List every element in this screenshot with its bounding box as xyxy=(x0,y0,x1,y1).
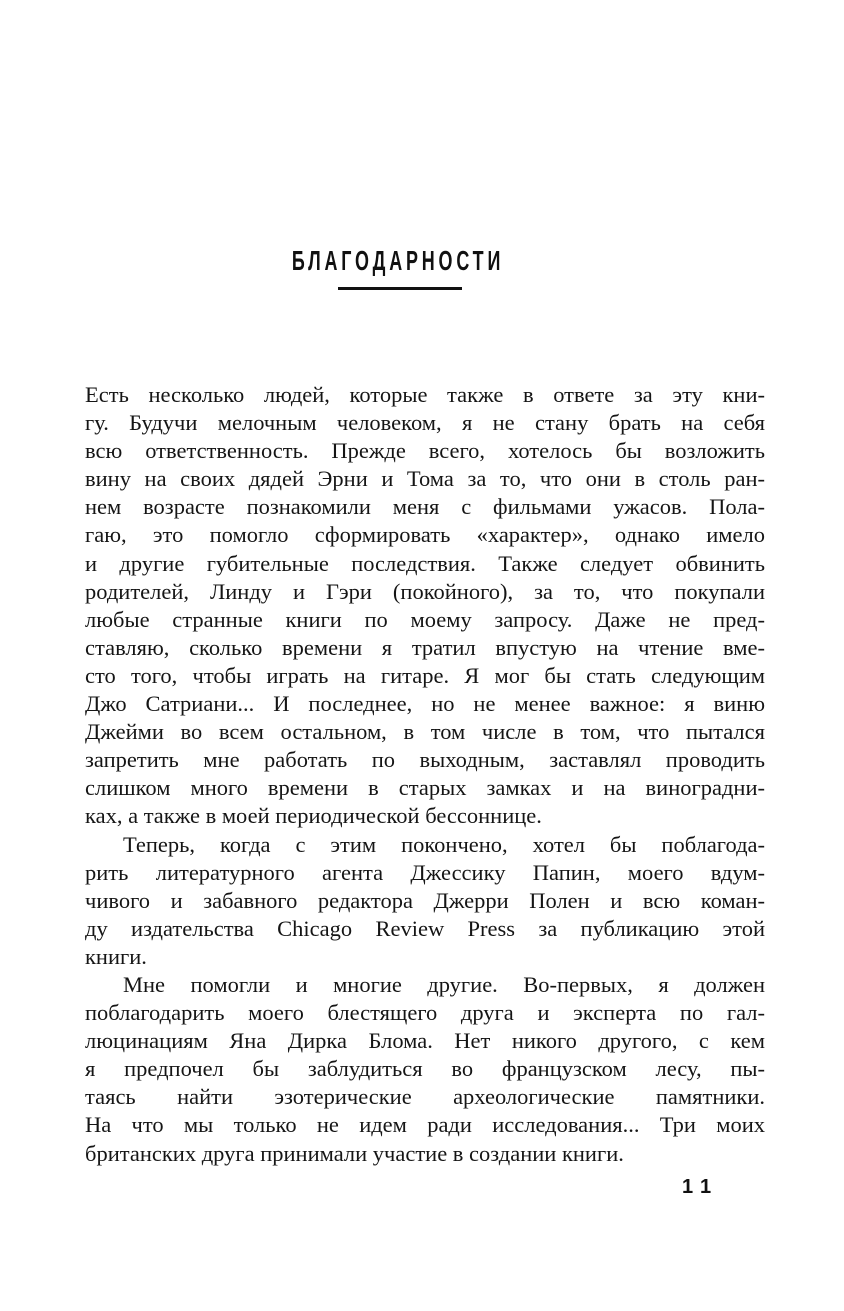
heading-divider-rule xyxy=(338,287,462,290)
text-line: Теперь, когда с этим покончено, хотел бы поблагода- xyxy=(123,831,765,857)
chapter-title: БЛАГОДАРНОСТИ xyxy=(291,245,505,276)
text-line: ках, а также в моей периодической бессоннице. xyxy=(85,803,542,829)
text-line: я предпочел бы заблудиться во французском лесу, пы- xyxy=(85,1056,765,1082)
text-line: рить литературного агента Джессику Папин, моего вдум- xyxy=(85,859,765,885)
text-line: любые странные книги по моему запросу. Даже не пред- xyxy=(85,606,765,632)
text-line: ду издательства Chicago Review Press за публикацию этой xyxy=(85,915,765,941)
text-line: таясь найти эзотерические археологические памятники. xyxy=(85,1084,765,1110)
text-line: поблагодарить моего блестящего друга и эксперта по гал- xyxy=(85,1000,765,1026)
text-line: и другие губительные последствия. Также следует обвинить xyxy=(85,550,765,576)
page-number: 11 xyxy=(682,1176,720,1198)
body-text-block xyxy=(85,381,765,1168)
text-line: запретить мне работать по выходным, заставлял проводить xyxy=(85,747,765,773)
text-line: люцинациям Яна Дирка Блома. Нет никого другого, с кем xyxy=(85,1028,765,1054)
text-line: чивого и забавного редактора Джерри Полен и всю коман- xyxy=(85,887,765,913)
text-line: Мне помогли и многие другие. Во-первых, я должен xyxy=(123,971,765,997)
text-line: Есть несколько людей, которые также в ответе за эту кни- xyxy=(85,382,765,407)
text-line: вину на своих дядей Эрни и Тома за то, что они в столь ран- xyxy=(85,466,765,492)
text-line: британских друга принимали участие в создании книги. xyxy=(85,1140,624,1166)
text-line: книги. xyxy=(85,943,147,969)
text-line: родителей, Линду и Гэри (покойного), за то, что покупали xyxy=(85,578,765,604)
text-line: слишком много времени в старых замках и на виноградни- xyxy=(85,775,765,801)
text-line: гаю, это помогло сформировать «характер», однако имело xyxy=(85,522,765,548)
text-line: На что мы только не идем ради исследования... Три моих xyxy=(85,1112,765,1138)
text-line: сто того, чтобы играть на гитаре. Я мог бы стать следующим xyxy=(85,662,765,688)
text-line: нем возрасте познакомили меня с фильмами ужасов. Пола- xyxy=(85,494,765,520)
text-line: ставляю, сколько времени я тратил впустую на чтение вме- xyxy=(85,634,765,660)
text-line: гу. Будучи мелочным человеком, я не стану брать на себя xyxy=(85,410,765,436)
text-line: всю ответственность. Прежде всего, хотелось бы возложить xyxy=(85,438,765,464)
text-line: Джейми во всем остальном, в том числе в том, что пытался xyxy=(85,719,765,745)
text-line: Джо Сатриани... И последнее, но не менее важное: я виню xyxy=(85,691,765,717)
